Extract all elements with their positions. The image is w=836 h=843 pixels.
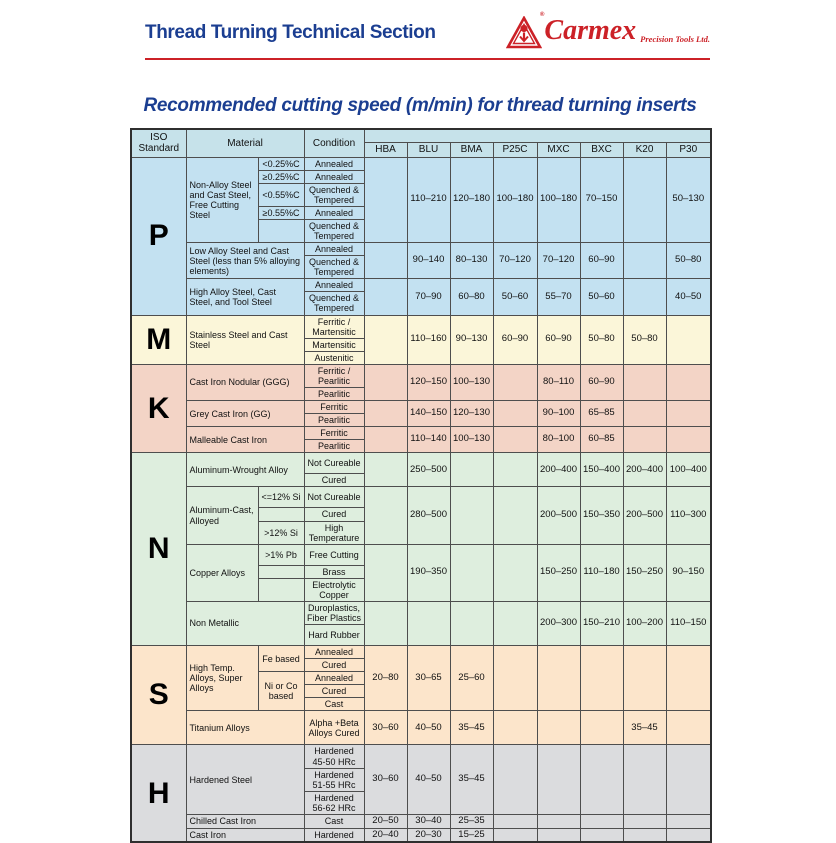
- value-cell: 15–25: [450, 828, 493, 842]
- value-cell: 150–400: [580, 453, 623, 487]
- value-cell: 100–180: [537, 157, 580, 243]
- material-sub-cell: >1% Pb: [258, 544, 304, 565]
- value-cell: [493, 487, 537, 544]
- condition-cell: Austenitic: [304, 351, 364, 364]
- value-cell: 110–160: [407, 315, 450, 364]
- value-cell: 90–150: [666, 544, 711, 601]
- value-cell: 50–80: [666, 243, 711, 279]
- value-cell: [623, 401, 666, 427]
- iso-band-p: P: [131, 157, 186, 315]
- value-cell: 80–110: [537, 364, 580, 400]
- value-cell: [623, 745, 666, 814]
- value-cell: 40–50: [666, 279, 711, 315]
- value-cell: 110–150: [666, 601, 711, 645]
- value-cell: [537, 745, 580, 814]
- value-cell: [666, 828, 711, 842]
- brand-tagline: Precision Tools Ltd.: [640, 34, 710, 44]
- condition-cell: High Temperature: [304, 521, 364, 544]
- condition-cell: Annealed: [304, 170, 364, 183]
- value-cell: 50–60: [493, 279, 537, 315]
- value-cell: 25–60: [450, 646, 493, 711]
- value-cell: 50–130: [666, 157, 711, 243]
- value-cell: 90–100: [537, 401, 580, 427]
- col-header-material: Material: [186, 129, 304, 157]
- page-title: Thread Turning Technical Section: [145, 22, 436, 43]
- value-cell: 110–180: [580, 544, 623, 601]
- table-row: [131, 427, 711, 440]
- value-cell: 110–300: [666, 487, 711, 544]
- table-row: [131, 315, 711, 338]
- value-cell: [623, 364, 666, 400]
- value-cell: [364, 601, 407, 645]
- value-cell: 100–180: [493, 157, 537, 243]
- material-sub-cell: [258, 508, 304, 521]
- iso-band-k: K: [131, 364, 186, 453]
- value-cell: [493, 646, 537, 711]
- value-cell: [364, 544, 407, 601]
- value-cell: 20–30: [407, 828, 450, 842]
- condition-cell: Hard Rubber: [304, 625, 364, 646]
- condition-cell: Hardened 56-62 HRc: [304, 791, 364, 814]
- header-row-1: [131, 129, 711, 142]
- value-cell: [666, 401, 711, 427]
- value-cell: [623, 814, 666, 828]
- value-cell: 70–120: [493, 243, 537, 279]
- value-cell: 110–140: [407, 427, 450, 453]
- condition-cell: Martensitic: [304, 338, 364, 351]
- material-cell: Chilled Cast Iron: [186, 814, 304, 828]
- condition-cell: Not Cureable: [304, 487, 364, 508]
- value-cell: 60–90: [537, 315, 580, 364]
- value-cell: 100–200: [623, 601, 666, 645]
- condition-cell: Hardened 51-55 HRc: [304, 768, 364, 791]
- value-cell: 280–500: [407, 487, 450, 544]
- value-cell: [580, 814, 623, 828]
- material-sub-cell: [258, 565, 304, 578]
- value-cell: [364, 427, 407, 453]
- value-cell: 200–300: [537, 601, 580, 645]
- value-cell: 55–70: [537, 279, 580, 315]
- col-header-grade-p30: P30: [666, 142, 711, 157]
- material-sub-cell: <0.55%C: [258, 183, 304, 206]
- material-cell: Aluminum-Wrought Alloy: [186, 453, 304, 487]
- condition-cell: Duroplastics, Fiber Plastics: [304, 601, 364, 624]
- condition-cell: Pearlitic: [304, 387, 364, 400]
- value-cell: 150–250: [623, 544, 666, 601]
- condition-cell: Not Cureable: [304, 453, 364, 474]
- value-cell: [666, 814, 711, 828]
- cutting-speed-table: [130, 128, 712, 843]
- value-cell: [493, 453, 537, 487]
- value-cell: [666, 711, 711, 745]
- col-header-iso: ISO Standard: [131, 129, 186, 157]
- col-header-grade-blu: BLU: [407, 142, 450, 157]
- material-cell: Non-Alloy Steel and Cast Steel, Free Cutting Steel: [186, 157, 258, 243]
- table-row: [131, 711, 711, 745]
- col-header-condition: Condition: [304, 129, 364, 157]
- value-cell: 25–35: [450, 814, 493, 828]
- value-cell: [537, 711, 580, 745]
- material-cell: Malleable Cast Iron: [186, 427, 304, 453]
- col-header-grade-bxc: BXC: [580, 142, 623, 157]
- value-cell: [364, 401, 407, 427]
- condition-cell: Quenched & Tempered: [304, 292, 364, 315]
- value-cell: 250–500: [407, 453, 450, 487]
- condition-cell: Cured: [304, 659, 364, 672]
- condition-cell: Hardened 45-50 HRc: [304, 745, 364, 768]
- value-cell: [623, 646, 666, 711]
- condition-cell: Alpha +Beta Alloys Cured: [304, 711, 364, 745]
- value-cell: [623, 243, 666, 279]
- condition-cell: Quenched & Tempered: [304, 183, 364, 206]
- value-cell: 200–500: [623, 487, 666, 544]
- table-row: [131, 243, 711, 256]
- value-cell: 35–45: [450, 745, 493, 814]
- material-cell: Cast Iron: [186, 828, 304, 842]
- condition-cell: Annealed: [304, 279, 364, 292]
- value-cell: 70–90: [407, 279, 450, 315]
- condition-cell: Cured: [304, 474, 364, 487]
- value-cell: 90–140: [407, 243, 450, 279]
- value-cell: [537, 646, 580, 711]
- col-header-grade-bma: BMA: [450, 142, 493, 157]
- value-cell: [364, 487, 407, 544]
- material-cell: Copper Alloys: [186, 544, 258, 601]
- value-cell: [493, 828, 537, 842]
- table-row: [131, 401, 711, 414]
- carmex-logo: [506, 12, 710, 50]
- material-cell: High Alloy Steel, Cast Steel, and Tool Steel: [186, 279, 304, 315]
- value-cell: [493, 601, 537, 645]
- material-sub-cell: >12% Si: [258, 521, 304, 544]
- value-cell: 50–80: [580, 315, 623, 364]
- value-cell: [666, 745, 711, 814]
- value-cell: [623, 157, 666, 243]
- registered-mark: ®: [539, 12, 545, 18]
- value-cell: 120–150: [407, 364, 450, 400]
- iso-band-h: H: [131, 745, 186, 842]
- condition-cell: Ferritic: [304, 427, 364, 440]
- value-cell: [537, 828, 580, 842]
- value-cell: [666, 364, 711, 400]
- table-row: [131, 646, 711, 659]
- value-cell: [450, 544, 493, 601]
- value-cell: 30–40: [407, 814, 450, 828]
- condition-cell: Pearlitic: [304, 440, 364, 453]
- table-row: [131, 364, 711, 387]
- table-row: [131, 487, 711, 508]
- value-cell: [364, 315, 407, 364]
- value-cell: 30–60: [364, 711, 407, 745]
- material-cell: Low Alloy Steel and Cast Steel (less than 5% alloying elements): [186, 243, 304, 279]
- value-cell: 50–80: [623, 315, 666, 364]
- value-cell: [580, 828, 623, 842]
- condition-cell: Pearlitic: [304, 414, 364, 427]
- material-cell: Cast Iron Nodular (GGG): [186, 364, 304, 400]
- col-header-grade-mxc: MXC: [537, 142, 580, 157]
- value-cell: 120–130: [450, 401, 493, 427]
- material-sub-cell: ≥0.25%C: [258, 170, 304, 183]
- value-cell: [450, 601, 493, 645]
- value-cell: 80–130: [450, 243, 493, 279]
- table-row: [131, 745, 711, 768]
- grades-spacer: [364, 129, 711, 142]
- iso-band-m: M: [131, 315, 186, 364]
- value-cell: [493, 814, 537, 828]
- condition-cell: Ferritic: [304, 401, 364, 414]
- condition-cell: Cured: [304, 508, 364, 521]
- value-cell: 110–210: [407, 157, 450, 243]
- condition-cell: Quenched & Tempered: [304, 256, 364, 279]
- value-cell: 20–80: [364, 646, 407, 711]
- value-cell: 120–180: [450, 157, 493, 243]
- value-cell: 70–120: [537, 243, 580, 279]
- value-cell: 150–210: [580, 601, 623, 645]
- value-cell: [623, 427, 666, 453]
- value-cell: 90–130: [450, 315, 493, 364]
- brand-name: Carmex: [544, 15, 637, 46]
- value-cell: [666, 646, 711, 711]
- value-cell: 60–85: [580, 427, 623, 453]
- value-cell: 70–150: [580, 157, 623, 243]
- material-sub-cell: <0.25%C: [258, 157, 304, 170]
- material-cell: Aluminum-Cast, Alloyed: [186, 487, 258, 544]
- col-header-grade-k20: K20: [623, 142, 666, 157]
- value-cell: 35–45: [450, 711, 493, 745]
- condition-cell: Electrolytic Copper: [304, 578, 364, 601]
- material-sub-cell: <=12% Si: [258, 487, 304, 508]
- value-cell: [493, 544, 537, 601]
- material-cell: Titanium Alloys: [186, 711, 304, 745]
- value-cell: 80–100: [537, 427, 580, 453]
- condition-cell: Brass: [304, 565, 364, 578]
- value-cell: [493, 364, 537, 400]
- material-cell: Non Metallic: [186, 601, 304, 645]
- condition-cell: Annealed: [304, 206, 364, 219]
- value-cell: [364, 364, 407, 400]
- material-cell: Grey Cast Iron (GG): [186, 401, 304, 427]
- value-cell: [407, 601, 450, 645]
- material-cell: Stainless Steel and Cast Steel: [186, 315, 304, 364]
- condition-cell: Quenched & Tempered: [304, 219, 364, 242]
- value-cell: [493, 427, 537, 453]
- condition-cell: Cast: [304, 814, 364, 828]
- value-cell: 200–500: [537, 487, 580, 544]
- condition-cell: Annealed: [304, 243, 364, 256]
- table-row: [131, 814, 711, 828]
- condition-cell: Free Cutting: [304, 544, 364, 565]
- table-row: [131, 279, 711, 292]
- material-cell: Hardened Steel: [186, 745, 304, 814]
- value-cell: [580, 711, 623, 745]
- value-cell: 140–150: [407, 401, 450, 427]
- value-cell: [364, 453, 407, 487]
- table-title: Recommended cutting speed (m/min) for thread turning inserts: [143, 95, 697, 116]
- value-cell: 50–60: [580, 279, 623, 315]
- condition-cell: Annealed: [304, 672, 364, 685]
- material-sub-cell: ≥0.55%C: [258, 206, 304, 219]
- condition-cell: Cast: [304, 698, 364, 711]
- iso-band-n: N: [131, 453, 186, 646]
- material-sub-cell: Ni or Co based: [258, 672, 304, 711]
- carmex-emblem-icon: [506, 12, 545, 50]
- value-cell: 200–400: [537, 453, 580, 487]
- value-cell: 40–50: [407, 711, 450, 745]
- condition-cell: Annealed: [304, 157, 364, 170]
- value-cell: [580, 646, 623, 711]
- value-cell: [364, 243, 407, 279]
- material-sub-cell: Fe based: [258, 646, 304, 672]
- table-row: [131, 828, 711, 842]
- value-cell: 60–90: [493, 315, 537, 364]
- col-header-grade-hba: HBA: [364, 142, 407, 157]
- condition-cell: Cured: [304, 685, 364, 698]
- value-cell: [666, 315, 711, 364]
- table-row: [131, 601, 711, 624]
- condition-cell: Ferritic / Pearlitic: [304, 364, 364, 387]
- value-cell: [666, 427, 711, 453]
- value-cell: 60–90: [580, 364, 623, 400]
- value-cell: 100–130: [450, 364, 493, 400]
- value-cell: [537, 814, 580, 828]
- value-cell: 30–60: [364, 745, 407, 814]
- value-cell: 20–40: [364, 828, 407, 842]
- value-cell: 60–90: [580, 243, 623, 279]
- table-row: [131, 453, 711, 474]
- value-cell: [364, 279, 407, 315]
- value-cell: 20–50: [364, 814, 407, 828]
- doc-header: [145, 12, 710, 60]
- table-row: [131, 544, 711, 565]
- value-cell: 60–80: [450, 279, 493, 315]
- value-cell: 100–400: [666, 453, 711, 487]
- value-cell: [493, 401, 537, 427]
- condition-cell: Annealed: [304, 646, 364, 659]
- value-cell: 100–130: [450, 427, 493, 453]
- value-cell: 40–50: [407, 745, 450, 814]
- condition-cell: Ferritic / Martensitic: [304, 315, 364, 338]
- condition-cell: Hardened: [304, 828, 364, 842]
- value-cell: [450, 453, 493, 487]
- value-cell: [580, 745, 623, 814]
- value-cell: [493, 745, 537, 814]
- material-cell: High Temp. Alloys, Super Alloys: [186, 646, 258, 711]
- iso-band-s: S: [131, 646, 186, 745]
- table-row: [131, 157, 711, 170]
- material-sub-cell: [258, 219, 304, 242]
- material-sub-cell: [258, 578, 304, 601]
- value-cell: 150–250: [537, 544, 580, 601]
- value-cell: 65–85: [580, 401, 623, 427]
- value-cell: 200–400: [623, 453, 666, 487]
- col-header-grade-p25c: P25C: [493, 142, 537, 157]
- value-cell: [493, 711, 537, 745]
- value-cell: [623, 279, 666, 315]
- value-cell: 150–350: [580, 487, 623, 544]
- value-cell: 35–45: [623, 711, 666, 745]
- value-cell: [623, 828, 666, 842]
- value-cell: 190–350: [407, 544, 450, 601]
- value-cell: 30–65: [407, 646, 450, 711]
- value-cell: [364, 157, 407, 243]
- value-cell: [450, 487, 493, 544]
